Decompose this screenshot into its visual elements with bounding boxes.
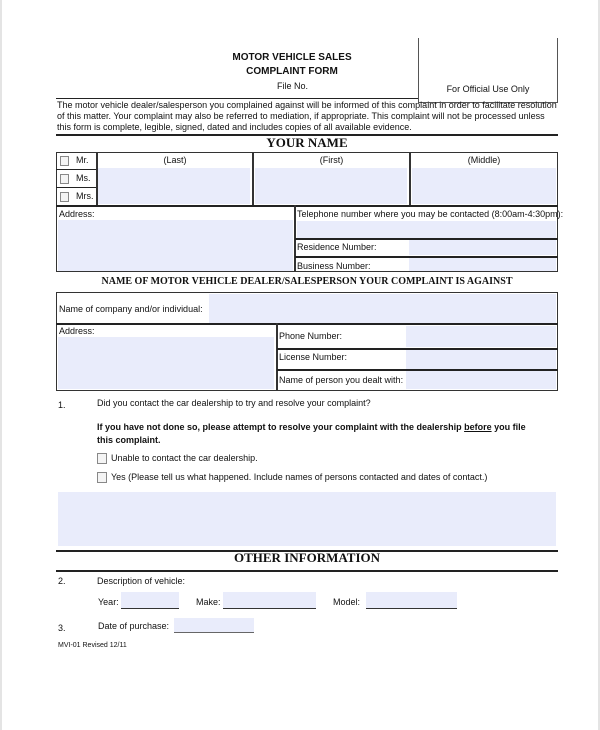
year-input[interactable] bbox=[121, 592, 179, 609]
business-input[interactable] bbox=[409, 258, 556, 271]
mrs-label: Mrs. bbox=[76, 191, 94, 201]
last-label: (Last) bbox=[163, 155, 187, 165]
business-label: Business Number: bbox=[297, 261, 371, 271]
make-input[interactable] bbox=[223, 592, 316, 609]
contact-details-textarea[interactable] bbox=[58, 492, 556, 546]
form-revision: MVI-01 Revised 12/11 bbox=[58, 642, 127, 649]
last-name-input[interactable] bbox=[98, 168, 250, 204]
your-name-heading: YOUR NAME bbox=[266, 135, 348, 150]
q3-label: Date of purchase: bbox=[98, 621, 170, 631]
first-label: (First) bbox=[319, 155, 344, 165]
mr-label: Mr. bbox=[76, 155, 89, 165]
mr-checkbox[interactable] bbox=[60, 156, 69, 166]
model-label: Model: bbox=[333, 597, 361, 607]
instruction-text: If you have not done so, please attempt to resolve your complaint with the dealership bbox=[97, 422, 465, 432]
title-line1: MOTOR VEHICLE SALES bbox=[232, 52, 352, 63]
q1-question: Did you contact the car dealership to try and resolve your complaint? bbox=[97, 398, 371, 408]
ms-checkbox[interactable] bbox=[60, 174, 69, 184]
instruction-emphasis: before bbox=[464, 422, 492, 432]
yes-checkbox[interactable] bbox=[97, 472, 107, 483]
ms-label: Ms. bbox=[76, 173, 91, 183]
purchase-date-input[interactable] bbox=[174, 618, 254, 633]
q1-number: 1. bbox=[58, 400, 66, 410]
residence-input[interactable] bbox=[409, 240, 556, 255]
unable-label: Unable to contact the car dealership. bbox=[111, 453, 258, 463]
q3-number: 3. bbox=[58, 623, 66, 633]
license-label: License Number: bbox=[279, 352, 348, 362]
person-label: Name of person you dealt with: bbox=[279, 375, 404, 385]
q2-number: 2. bbox=[58, 576, 66, 586]
year-label: Year: bbox=[98, 597, 119, 607]
q2-label: Description of vehicle: bbox=[97, 576, 186, 586]
your-address-input[interactable] bbox=[58, 220, 293, 271]
yes-label: Yes (Please tell us what happened. Include names of persons contacted and dates of contact.) bbox=[111, 472, 488, 482]
telephone-input[interactable] bbox=[297, 221, 556, 238]
title-line2: COMPLAINT FORM bbox=[246, 66, 338, 77]
phone-input[interactable] bbox=[406, 326, 556, 347]
dealer-heading: NAME OF MOTOR VEHICLE DEALER/SALESPERSON YOUR COMPLAINT IS AGAINST bbox=[101, 276, 513, 287]
telephone-label: Telephone number where you may be contacted (8:00am-4:30pm): bbox=[297, 209, 564, 219]
residence-label: Residence Number: bbox=[297, 242, 377, 252]
middle-label: (Middle) bbox=[467, 155, 501, 165]
intro-text: The motor vehicle dealer/salesperson you complained against will be informed of this complaint in order to facilitate resolution of this matter. Your complaint may also be referred to mediation, if appropriate. This complaint will not be processed unless this form is complete, legible, signed, dated and includes copies of all available evidence. bbox=[57, 100, 557, 132]
official-use-box bbox=[418, 38, 558, 103]
first-name-input[interactable] bbox=[255, 168, 407, 204]
mrs-checkbox[interactable] bbox=[60, 192, 69, 202]
address-label: Address: bbox=[59, 209, 95, 219]
middle-name-input[interactable] bbox=[412, 168, 556, 204]
instruction-text: you file this complaint. bbox=[97, 422, 526, 445]
person-input[interactable] bbox=[406, 371, 556, 389]
other-info-heading: OTHER INFORMATION bbox=[233, 550, 380, 565]
dealer-address-input[interactable] bbox=[58, 337, 274, 389]
form-title bbox=[202, 51, 382, 79]
unable-checkbox[interactable] bbox=[97, 453, 107, 464]
license-input[interactable] bbox=[406, 350, 556, 369]
official-use-label: For Official Use Only bbox=[446, 84, 530, 94]
model-input[interactable] bbox=[366, 592, 457, 609]
company-label: Name of company and/or individual: bbox=[59, 304, 203, 314]
dealer-address-label: Address: bbox=[59, 326, 95, 336]
make-label: Make: bbox=[196, 597, 221, 607]
file-no-label: File No. bbox=[277, 81, 309, 91]
q1-instruction bbox=[97, 421, 527, 447]
divider bbox=[56, 98, 418, 99]
company-input[interactable] bbox=[209, 294, 556, 323]
phone-label: Phone Number: bbox=[279, 331, 343, 341]
